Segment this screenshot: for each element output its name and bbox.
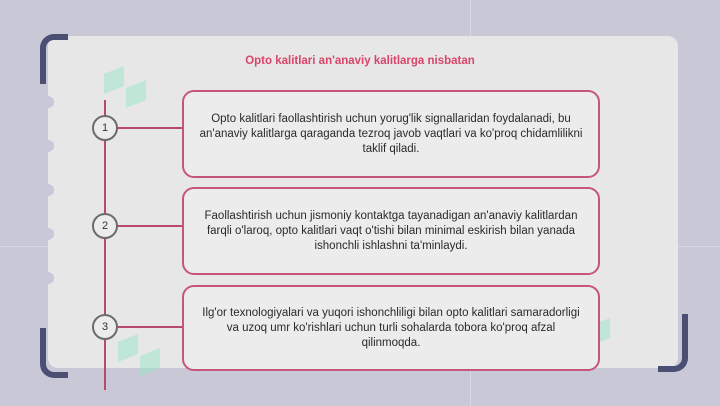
step-number-badge: 3	[92, 314, 118, 340]
slide-title: Opto kalitlari an'anaviy kalitlarga nisbatan	[245, 55, 475, 67]
edge-notch	[42, 272, 54, 284]
step-card	[182, 187, 600, 275]
corner-bracket-bottom-right	[658, 314, 688, 372]
corner-bracket-top-left	[40, 34, 68, 84]
watermark-logo-icon	[110, 330, 166, 386]
step-text: Ilg'or texnologiyalari va yuqori ishonchliligi bilan opto kalitlari samaradorligi va uzoq umr ko'rishlari uchun turli sohalarda tobora ko'proq afzal qilinmoqda.	[202, 306, 580, 349]
step-number-badge: 1	[92, 115, 118, 141]
step-connector	[117, 326, 183, 328]
edge-notch	[42, 140, 54, 152]
step-text: Faollashtirish uchun jismoniy kontaktga tayanadigan an'anaviy kalitlardan farqli o'laroq, opto kalitlari vaqt o'tishi bilan minimal eskirish bilan yanada ishonchli ishlashni ta'minlaydi.	[204, 209, 578, 252]
step-card	[182, 90, 600, 178]
step-card	[182, 285, 600, 371]
corner-bracket-bottom-left	[40, 328, 68, 378]
step-text: Opto kalitlari faollashtirish uchun yorug'lik signallaridan foydalanadi, bu an'anaviy kalitlarga qaraganda tezroq javob vaqtlari va ko'proq chidamlilikni taklif qiladi.	[199, 112, 583, 155]
timeline-line	[104, 100, 106, 390]
step-connector	[117, 127, 183, 129]
step-connector	[117, 225, 183, 227]
edge-notch	[42, 184, 54, 196]
edge-notch	[42, 228, 54, 240]
step-number-badge: 2	[92, 213, 118, 239]
edge-notch	[42, 96, 54, 108]
